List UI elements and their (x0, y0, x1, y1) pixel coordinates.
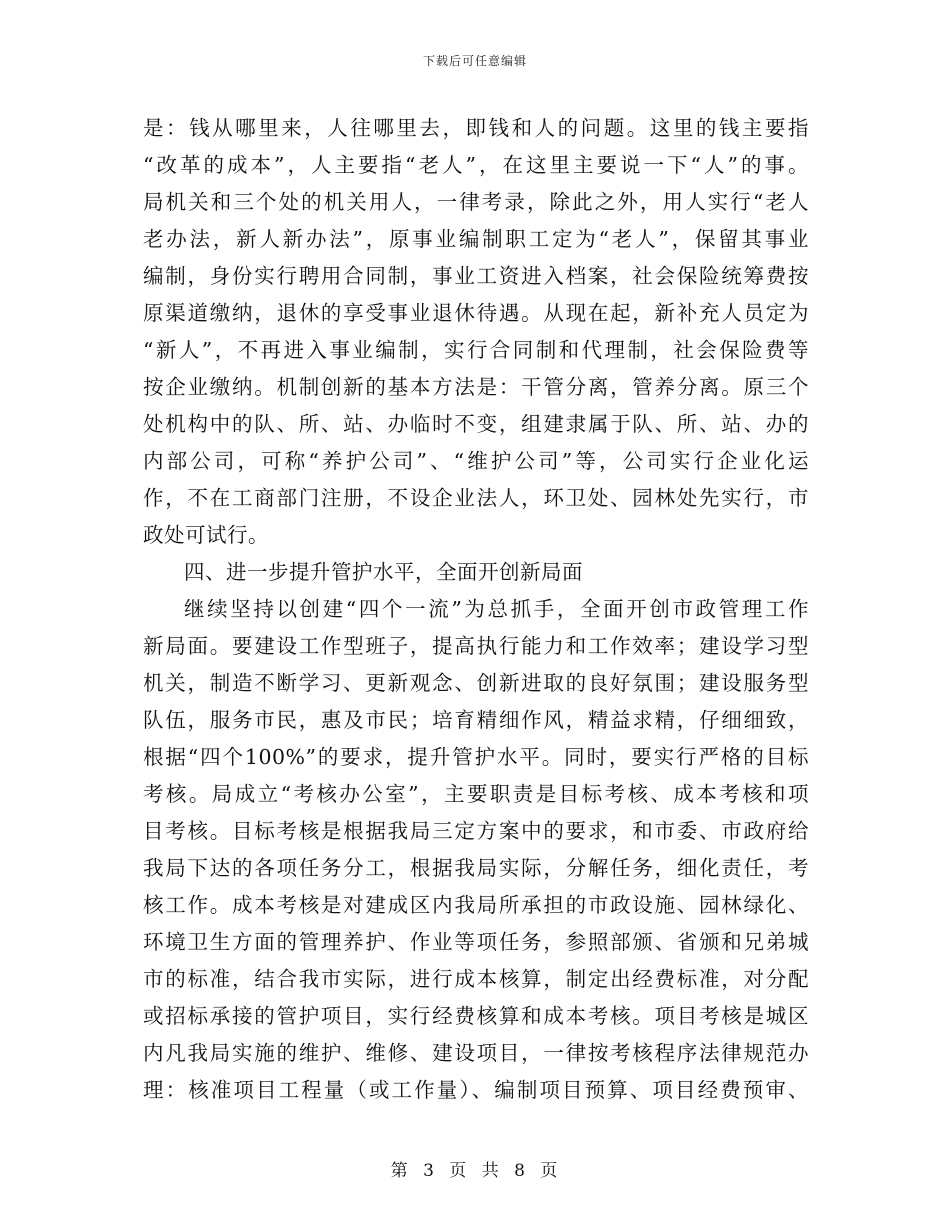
body-text-line: 根据“四个100%”的要求，提升管护水平。同时，要实行严格的目标 (143, 745, 809, 769)
body-text-line: 环境卫生方面的管理养护、作业等项任务，参照部颁、省颁和兄弟城 (143, 930, 809, 954)
body-text-line: 继续坚持以创建“四个一流”为总抓手，全面开创市政管理工作 (184, 597, 809, 621)
body-text-line: 四、进一步提升管护水平，全面开创新局面 (184, 560, 583, 584)
body-text-line: 政处可试行。 (143, 523, 269, 547)
body-text-line: 目考核。目标考核是根据我局三定方案中的要求，和市委、市政府给 (143, 819, 809, 843)
body-text-line: “改革的成本”，人主要指“老人”，在这里主要说一下“人”的事。 (143, 153, 809, 177)
page-header: 下载后可任意编辑 (422, 54, 527, 68)
body-text-line: 局机关和三个处的机关用人，一律考录，除此之外，用人实行“老人 (143, 190, 809, 214)
body-text-line: 我局下达的各项任务分工，根据我局实际，分解任务，细化责任，考 (143, 856, 809, 880)
footer-total-pages: 8 (514, 1161, 527, 1181)
body-text-line: 新局面。要建设工作型班子，提高执行能力和工作效率；建设学习型 (143, 634, 809, 658)
body-text-line: 是：钱从哪里来，人往哪里去，即钱和人的问题。这里的钱主要指 (143, 116, 809, 140)
body-text-line: 处机构中的队、所、站、办临时不变，组建隶属于队、所、站、办的 (143, 412, 809, 436)
body-text-line: “新人”，不再进入事业编制，实行合同制和代理制，社会保险费等 (143, 338, 809, 362)
footer-prefix: 第 (390, 1161, 410, 1181)
body-text-line: 理：核准项目工程量（或工作量）、编制项目预算、项目经费预审、 (143, 1078, 809, 1102)
body-text-line: 按企业缴纳。机制创新的基本方法是：干管分离，管养分离。原三个 (143, 375, 809, 399)
page-footer (0, 1156, 950, 1181)
body-text-line: 内凡我局实施的维护、维修、建设项目，一律按考核程序法律规范办 (143, 1041, 809, 1065)
footer-page-unit: 页 (449, 1161, 469, 1181)
body-text-line: 内部公司，可称“养护公司”、“维护公司”等，公司实行企业化运 (143, 449, 809, 473)
body-text-line: 编制，身份实行聘用合同制，事业工资进入档案，社会保险统筹费按 (143, 264, 809, 288)
body-text-line: 核工作。成本考核是对建成区内我局所承担的市政设施、园林绿化、 (143, 893, 809, 917)
footer-total-prefix: 共 (481, 1161, 501, 1181)
footer-total-unit: 页 (540, 1161, 560, 1181)
body-text-line: 机关，制造不断学习、更新观念、创新进取的良好氛围；建设服务型 (143, 671, 809, 695)
body-text-line: 原渠道缴纳，退休的享受事业退休待遇。从现在起，新补充人员定为 (143, 301, 809, 325)
body-text-line: 作，不在工商部门注册，不设企业法人，环卫处、园林处先实行，市 (143, 486, 809, 510)
footer-page-number: 3 (423, 1161, 436, 1181)
document-body (143, 110, 809, 1109)
body-text-line: 老办法，新人新办法”，原事业编制职工定为“老人”，保留其事业 (143, 227, 809, 251)
body-text-line: 或招标承接的管护项目，实行经费核算和成本考核。项目考核是城区 (143, 1004, 809, 1028)
body-text-line: 队伍，服务市民，惠及市民；培育精细作风，精益求精，仔细细致， (143, 708, 809, 732)
body-text-line: 市的标准，结合我市实际，进行成本核算，制定出经费标准，对分配 (143, 967, 809, 991)
body-text-line: 考核。局成立“考核办公室”，主要职责是目标考核、成本考核和项 (143, 782, 809, 806)
